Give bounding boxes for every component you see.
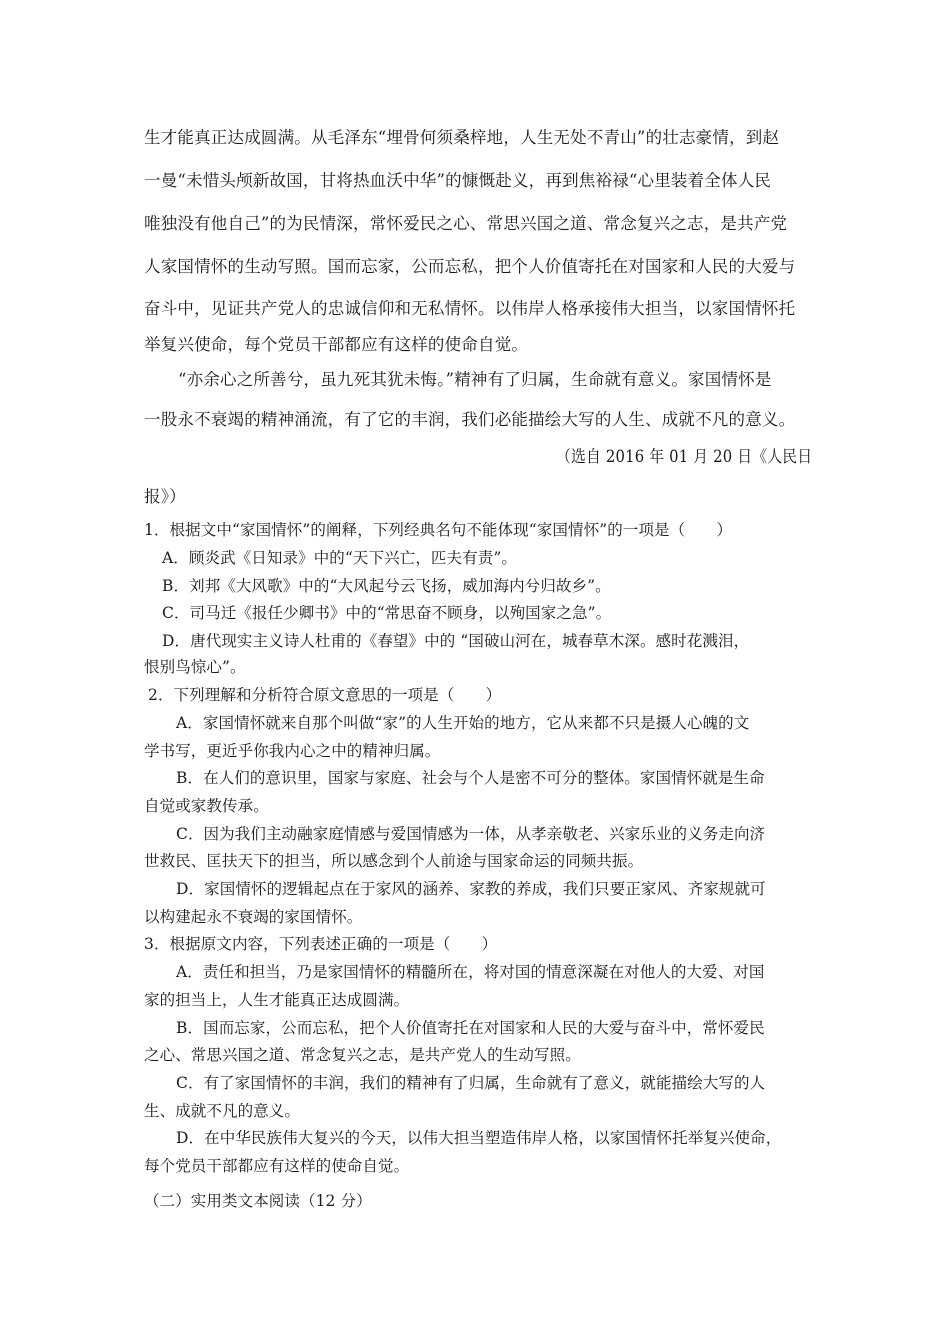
question-3-option-a-cont: 家的担当上，人生才能真正达成圆满。 [144, 991, 410, 1009]
question-2-option-b: B．在人们的意识里，国家与家庭、社会与个人是密不可分的整体。家国情怀就是生命 [176, 769, 765, 787]
question-3-option-b-cont: 之心、常思兴国之道、常念复兴之志，是共产党人的生动写照。 [144, 1046, 581, 1064]
source-citation: （选自 2016 年 01 月 20 日《人民日 [556, 447, 813, 466]
question-1-option-a: A．顾炎武《日知录》中的“天下兴亡，匹夫有责”。 [162, 549, 517, 567]
passage-line: 举复兴使命，每个党员干部都应有这样的使命自觉。 [144, 335, 529, 354]
passage-line: 唯独没有他自己”的为民情深，常怀爱民之心、常思兴国之道、常念复兴之志，是共产党 [144, 214, 788, 233]
question-1-option-d-cont: 恨别鸟惊心”。 [144, 658, 246, 676]
passage-line: 奋斗中，见证共产党人的忠诚信仰和无私情怀。以伟岸人格承接伟大担当，以家国情怀托 [144, 299, 796, 318]
passage-line: “亦余心之所善兮，虽九死其犹未悔。”精神有了归属，生命就有意义。家国情怀是 [178, 370, 772, 389]
source-citation-cont: 报》） [144, 487, 186, 506]
question-3-stem: 3．根据原文内容，下列表述正确的一项是（ ） [144, 935, 498, 953]
question-1-stem: 1．根据文中“家国情怀”的阐释，下列经典名句不能体现“家国情怀”的一项是（ ） [144, 521, 733, 539]
question-2-option-d: D．家国情怀的逻辑起点在于家风的涵养、家教的养成，我们只要正家风、齐家规就可 [176, 880, 766, 898]
question-2-option-c-cont: 世救民、匡扶天下的担当，所以感念到个人前途与国家命运的同频共振。 [144, 852, 644, 870]
section-heading: （二）实用类文本阅读（12 分） [144, 1192, 372, 1210]
question-3-option-b: B．国而忘家，公而忘私，把个人价值寄托在对国家和人民的大爱与奋斗中，常怀爱民 [176, 1019, 765, 1037]
question-2-option-b-cont: 自觉或家教传承。 [144, 797, 269, 815]
question-1-option-d: D．唐代现实主义诗人杜甫的《春望》中的 “国破山河在，城春草木深。感时花溅泪， [162, 632, 750, 650]
question-3-option-c-cont: 生、成就不凡的意义。 [144, 1102, 301, 1120]
passage-line: 人家国情怀的生动写照。国而忘家，公而忘私，把个人价值寄托在对国家和人民的大爱与 [144, 257, 796, 276]
question-2-stem: 2．下列理解和分析符合原文意思的一项是（ ） [148, 686, 502, 704]
question-2-option-a-cont: 学书写，更近乎你我内心之中的精神归属。 [144, 742, 441, 760]
question-3-option-c: C．有了家国情怀的丰润，我们的精神有了归属，生命就有了意义，就能描绘大写的人 [176, 1074, 766, 1092]
passage-line: 一曼“未惜头颅新故国，甘将热血沃中华”的慷慨赴义，再到焦裕禄“心里装着全体人民 [144, 171, 772, 190]
passage-line: 一股永不衰竭的精神涌流，有了它的丰润，我们必能描绘大写的人生、成就不凡的意义。 [144, 410, 796, 429]
question-2-option-c: C．因为我们主动融家庭情感与爱国情感为一体，从孝亲敬老、兴家乐业的义务走向济 [176, 825, 766, 843]
question-2-option-d-cont: 以构建起永不衰竭的家国情怀。 [144, 908, 363, 926]
question-1-option-c: C．司马迁《报任少卿书》中的“常思奋不顾身，以殉国家之急”。 [162, 604, 612, 622]
question-3-option-d-cont: 每个党员干部都应有这样的使命自觉。 [144, 1157, 410, 1175]
passage-line: 生才能真正达成圆满。从毛泽东“埋骨何须桑梓地，人生无处不青山”的壮志豪情，到赵 [144, 128, 780, 147]
question-2-option-a: A．家国情怀就来自那个叫做“家”的人生开始的地方，它从来都不只是摄人心魄的文 [176, 714, 750, 732]
question-3-option-d: D．在中华民族伟大复兴的今天，以伟大担当塑造伟岸人格，以家国情怀托举复兴使命， [176, 1129, 782, 1147]
question-1-option-b: B．刘邦《大风歌》中的“大风起兮云飞扬，威加海内兮归故乡”。 [162, 577, 611, 595]
question-3-option-a: A．责任和担当，乃是家国情怀的精髓所在，将对国的情意深凝在对他人的大爱、对国 [176, 963, 765, 981]
